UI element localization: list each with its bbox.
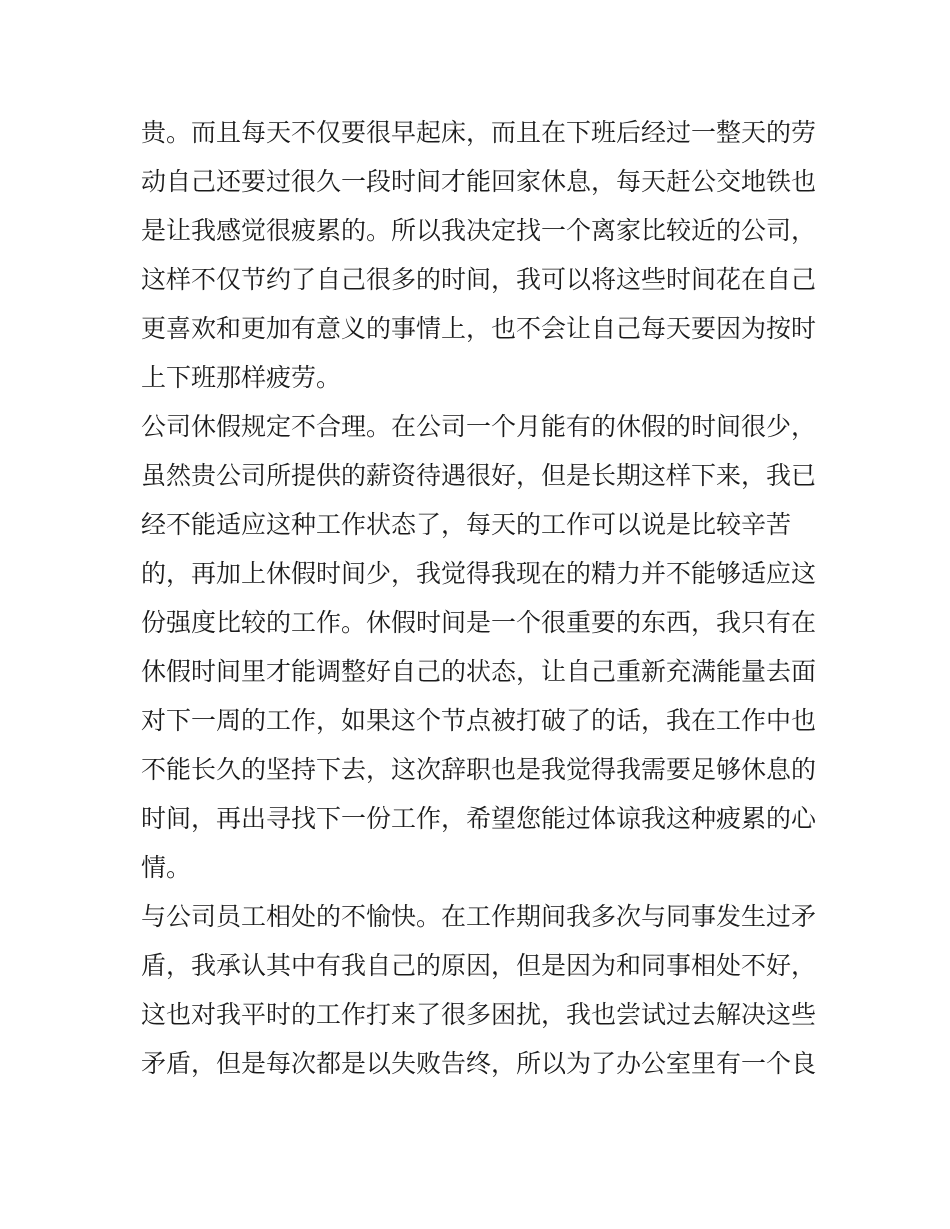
text-line: 矛盾，但是每次都是以失败告终，所以为了办公室里有一个良 bbox=[141, 1049, 817, 1078]
text-line: 公司休假规定不合理。在公司一个月能有的休假的时间很少， bbox=[141, 412, 817, 441]
text-line: 动自己还要过很久一段时间才能回家休息，每天赶公交地铁也 bbox=[141, 167, 817, 196]
text-line: 更喜欢和更加有意义的事情上，也不会让自己每天要因为按时 bbox=[141, 314, 817, 343]
text-line: 休假时间里才能调整好自己的状态，让自己重新充满能量去面 bbox=[141, 657, 817, 686]
text-line: 时间，再出寻找下一份工作，希望您能过体谅我这种疲累的心 bbox=[141, 804, 817, 833]
text-line: 贵。而且每天不仅要很早起床，而且在下班后经过一整天的劳 bbox=[141, 118, 817, 147]
document-body bbox=[141, 108, 817, 1088]
text-line: 对下一周的工作，如果这个节点被打破了的话，我在工作中也 bbox=[141, 706, 817, 735]
text-line: 与公司员工相处的不愉快。在工作期间我多次与同事发生过矛 bbox=[141, 902, 817, 931]
text-line: 上下班那样疲劳。 bbox=[141, 363, 342, 392]
text-line: 经不能适应这种工作状态了，每天的工作可以说是比较辛苦 bbox=[141, 510, 792, 539]
text-line: 是让我感觉很疲累的。所以我决定找一个离家比较近的公司， bbox=[141, 216, 817, 245]
text-line: 虽然贵公司所提供的薪资待遇很好，但是长期这样下来，我已 bbox=[141, 461, 817, 490]
text-line: 情。 bbox=[141, 853, 192, 882]
text-line: 不能长久的坚持下去，这次辞职也是我觉得我需要足够休息的 bbox=[141, 755, 817, 784]
text-line: 盾，我承认其中有我自己的原因，但是因为和同事相处不好， bbox=[141, 951, 817, 980]
text-line: 这样不仅节约了自己很多的时间，我可以将这些时间花在自己 bbox=[141, 265, 817, 294]
text-line: 的，再加上休假时间少，我觉得我现在的精力并不能够适应这 bbox=[141, 559, 817, 588]
text-line: 份强度比较的工作。休假时间是一个很重要的东西，我只有在 bbox=[141, 608, 817, 637]
text-line: 这也对我平时的工作打来了很多困扰，我也尝试过去解决这些 bbox=[141, 1000, 817, 1029]
